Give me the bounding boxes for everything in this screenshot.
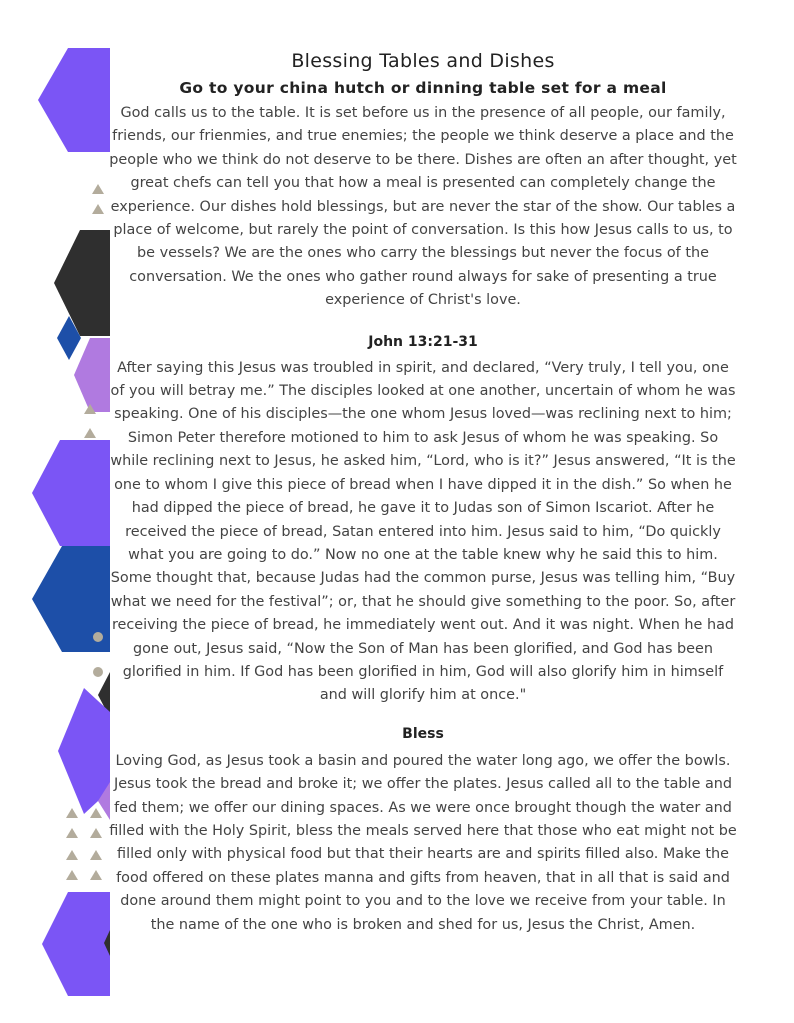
triangle-icon (66, 828, 78, 838)
triangle-icon (66, 870, 78, 880)
purple-hexagon-shape (38, 48, 110, 152)
scripture-paragraph: After saying this Jesus was troubled in spirit, and declared, “Very truly, I tell you, one of you will betray me.” The disciples looked at one another, uncertain of whom he was speaking. One of his disciples—the one whom Jesus loved—was reclining next to him; Simon Peter therefore motioned to him to ask Jesus of whom he was speaking. So while reclining next to Jesus, he asked him, “Lord, who is it?” Jesus answered, “It is the one to whom I give this piece of bread when I have dipped it in the dish.” So when he had dipped the piece of bread, he gave it to Judas son of Simon Iscariot. After he received the piece of bread, Satan entered into him. Jesus said to him, “Do quickly what you are going to do.” Now no one at the table knew why he said this to him. Some thought that, because Judas had the common purse, Jesus was telling him, “Buy what we need for the festival”; or, that he should give something to the poor. So, after receiving the piece of bread, he immediately went out. And it was night. When he had gone out, Jesus said, “Now the Son of Man has been glorified, and God has been glorified in him. If God has been glorified in him, God will also glorify him in himself and will glorify him at once." (110, 359, 736, 704)
blessing-paragraph: Loving God, as Jesus took a basin and poured the water long ago, we offer the bowls. Jesus took the bread and broke it; we offer the plates. Jesus called all to the table and fed them; we offer our dining spaces. As we were once brought though the water and filled with the Holy Spirit, bless the meals served here that those who eat might not be filled only with physical food but that their hearts are and spirits filled also. Make the food offered on these plates manna and gifts from heaven, that in all that is said and done around them might point to you and to the love we receive from your table. In the name of the one who is broken and shed for us, Jesus the Christ, Amen. (109, 752, 737, 933)
triangle-icon (92, 184, 104, 194)
dot-icon (93, 632, 103, 642)
page-title: Blessing Tables and Dishes (291, 50, 555, 72)
page-subtitle: Go to your china hutch or dinning table set for a meal (179, 79, 667, 97)
triangle-icon (90, 850, 102, 860)
charcoal-hexagon-shape (54, 230, 110, 336)
triangle-icon (90, 870, 102, 880)
dot-icon (93, 667, 103, 677)
scripture-heading: John 13:21-31 (368, 333, 478, 350)
triangle-icon (66, 850, 78, 860)
triangle-icon (84, 428, 96, 438)
purple-hexagon-shape (32, 440, 110, 546)
purple-hexagon-shape (42, 892, 110, 996)
document-page (108, 48, 738, 937)
triangle-icon (90, 828, 102, 838)
intro-paragraph: God calls us to the table. It is set before us in the presence of all people, our family, friends, our frienmies, and true enemies; the people we think deserve a place and the people who we think do not deserve to be there. Dishes are often an after thought, yet great chefs can tell you that how a meal is presented can completely change the experience. Our dishes hold blessings, but are never the star of the show. Our tables a place of welcome, but rarely the point of conversation. Is this how Jesus calls to us, to be vessels? We are the ones who carry the blessings but never the focus of the conversation. We the ones who gather round always for sake of presenting a true experience of Christ's love. (109, 105, 737, 309)
bless-heading: Bless (402, 725, 444, 742)
triangle-icon (66, 808, 78, 818)
lavender-hexagon-shape (74, 338, 110, 412)
triangle-icon (90, 808, 102, 818)
triangle-icon (92, 204, 104, 214)
